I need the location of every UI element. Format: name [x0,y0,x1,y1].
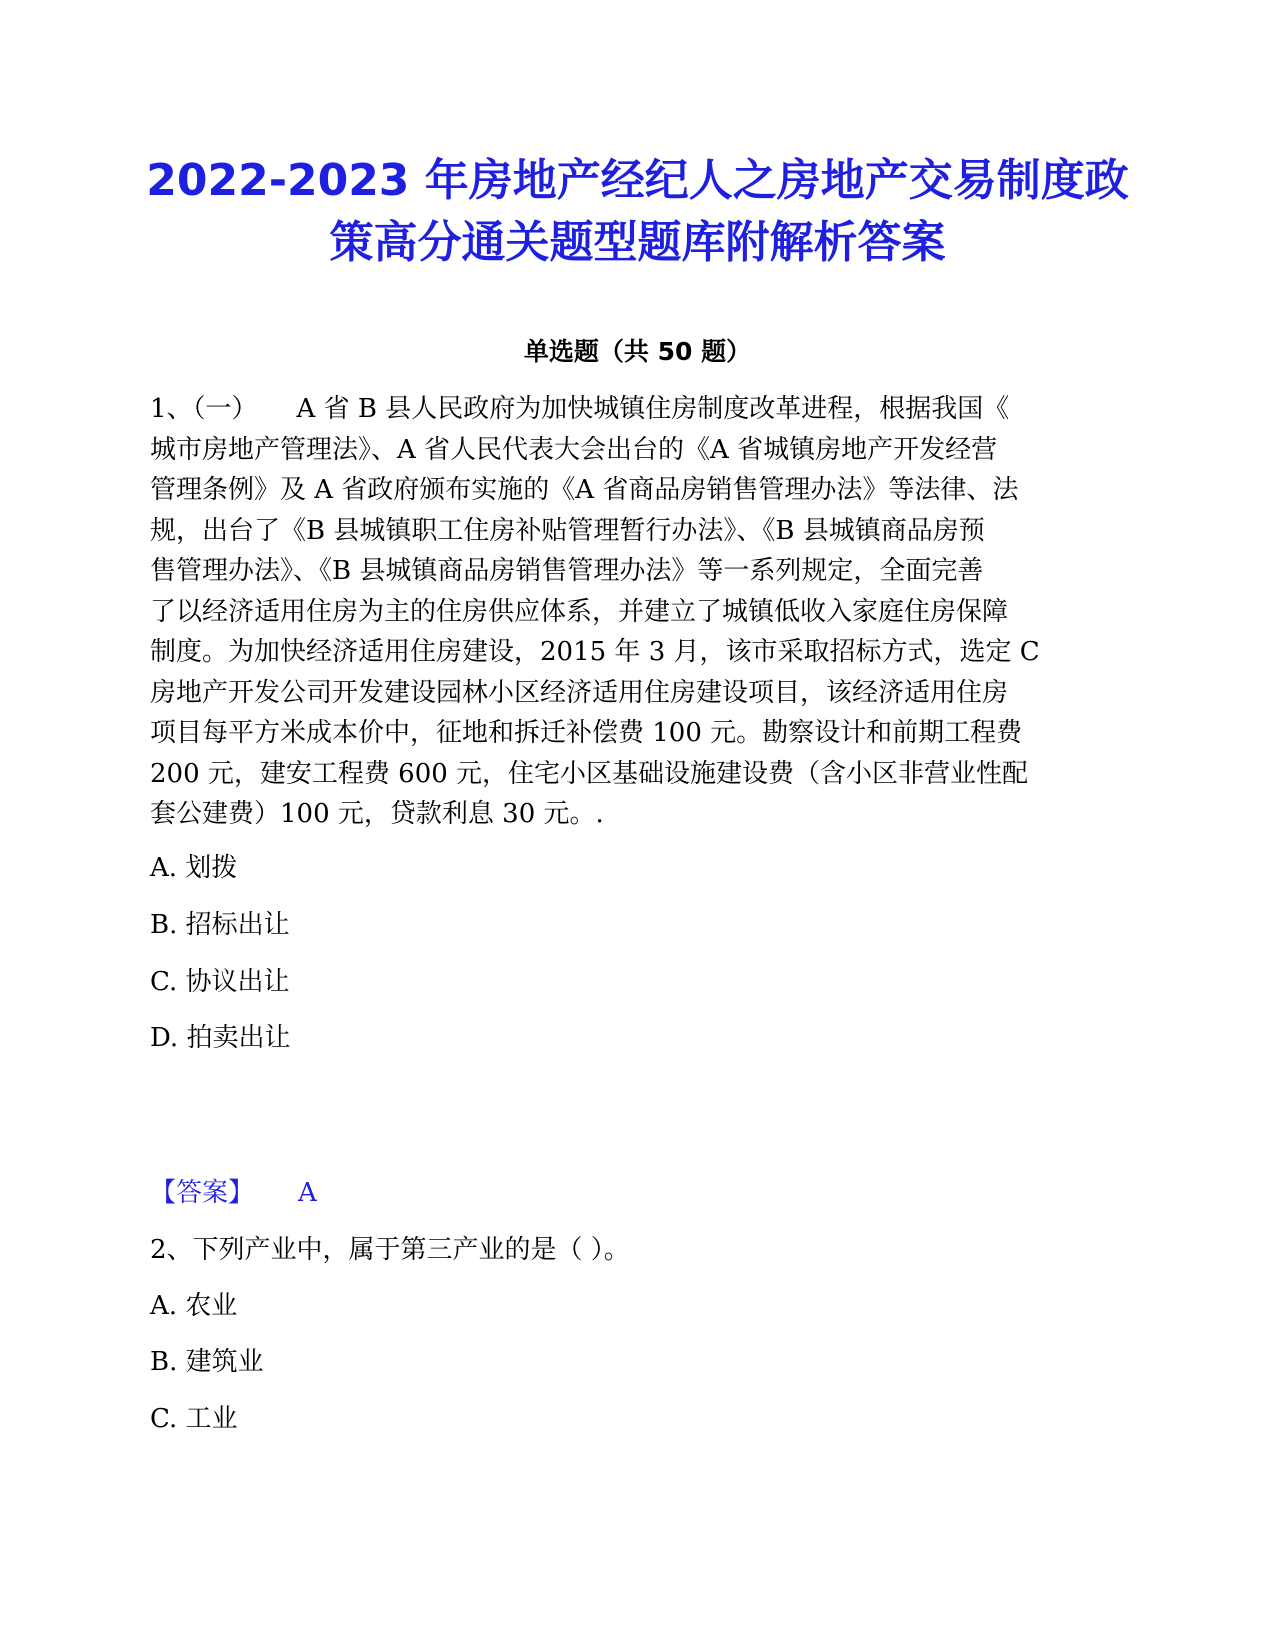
question-1-option-d: D. 拍卖出让 [150,1023,291,1053]
question-1-stem-line: 城市房地产管理法》、A 省人民代表大会出台的《A 省城镇房地产开发经营 [150,434,998,465]
answer-label: 【答案】 [150,1178,255,1208]
question-1-stem-line: 规，出台了《B 县城镇职工住房补贴管理暂行办法》、《B 县城镇商品房预 [150,515,985,546]
question-1-stem-line: 制度。为加快经济适用住房建设，2015 年 3 月，该市采取招标方式，选定 C [150,637,1040,667]
question-1-stem-line: 1、（一） A 省 B 县人民政府为加快城镇住房制度改革进程，根据我国《 [150,394,1010,424]
answer-value: A [298,1178,317,1208]
question-1-stem-line: 了以经济适用住房为主的住房供应体系，并建立了城镇低收入家庭住房保障 [150,596,1009,627]
question-1-option-b: B. 招标出让 [150,910,290,940]
question-1-option-a: A. 划拨 [150,853,238,883]
question-1-stem-line: 200 元，建安工程费 600 元，住宅小区基础设施建设费（含小区非营业性配 [150,758,1029,789]
question-1-answer [150,1175,317,1211]
question-2-option-c: C. 工业 [150,1404,238,1434]
section-heading: 单选题（共 50 题） [523,337,752,366]
question-1-stem-line: 项目每平方米成本价中，征地和拆迁补偿费 100 元。勘察设计和前期工程费 [150,718,1023,748]
question-2-option-a: A. 农业 [150,1291,238,1321]
question-1-stem-line: 管理条例》及 A 省政府颁布实施的《A 省商品房销售管理办法》等法律、法 [150,475,1019,505]
document-title: 2022-2023 年房地产经纪人之房地产交易制度政策高分通关题型题库附解析答案 [146,155,1129,268]
question-1-stem [150,389,1115,835]
question-1-option-c: C. 协议出让 [150,967,290,997]
question-1-stem-line: 售管理办法》、《B 县城镇商品房销售管理办法》等一系列规定，全面完善 [150,556,984,586]
question-2-stem: 2、下列产业中，属于第三产业的是（ ）。 [150,1235,630,1265]
question-1-stem-line: 房地产开发公司开发建设园林小区经济适用住房建设项目，该经济适用住房 [150,677,1009,708]
question-1-stem-line: 套公建费）100 元，贷款利息 30 元。. [150,799,604,829]
question-2-option-b: B. 建筑业 [150,1347,264,1377]
